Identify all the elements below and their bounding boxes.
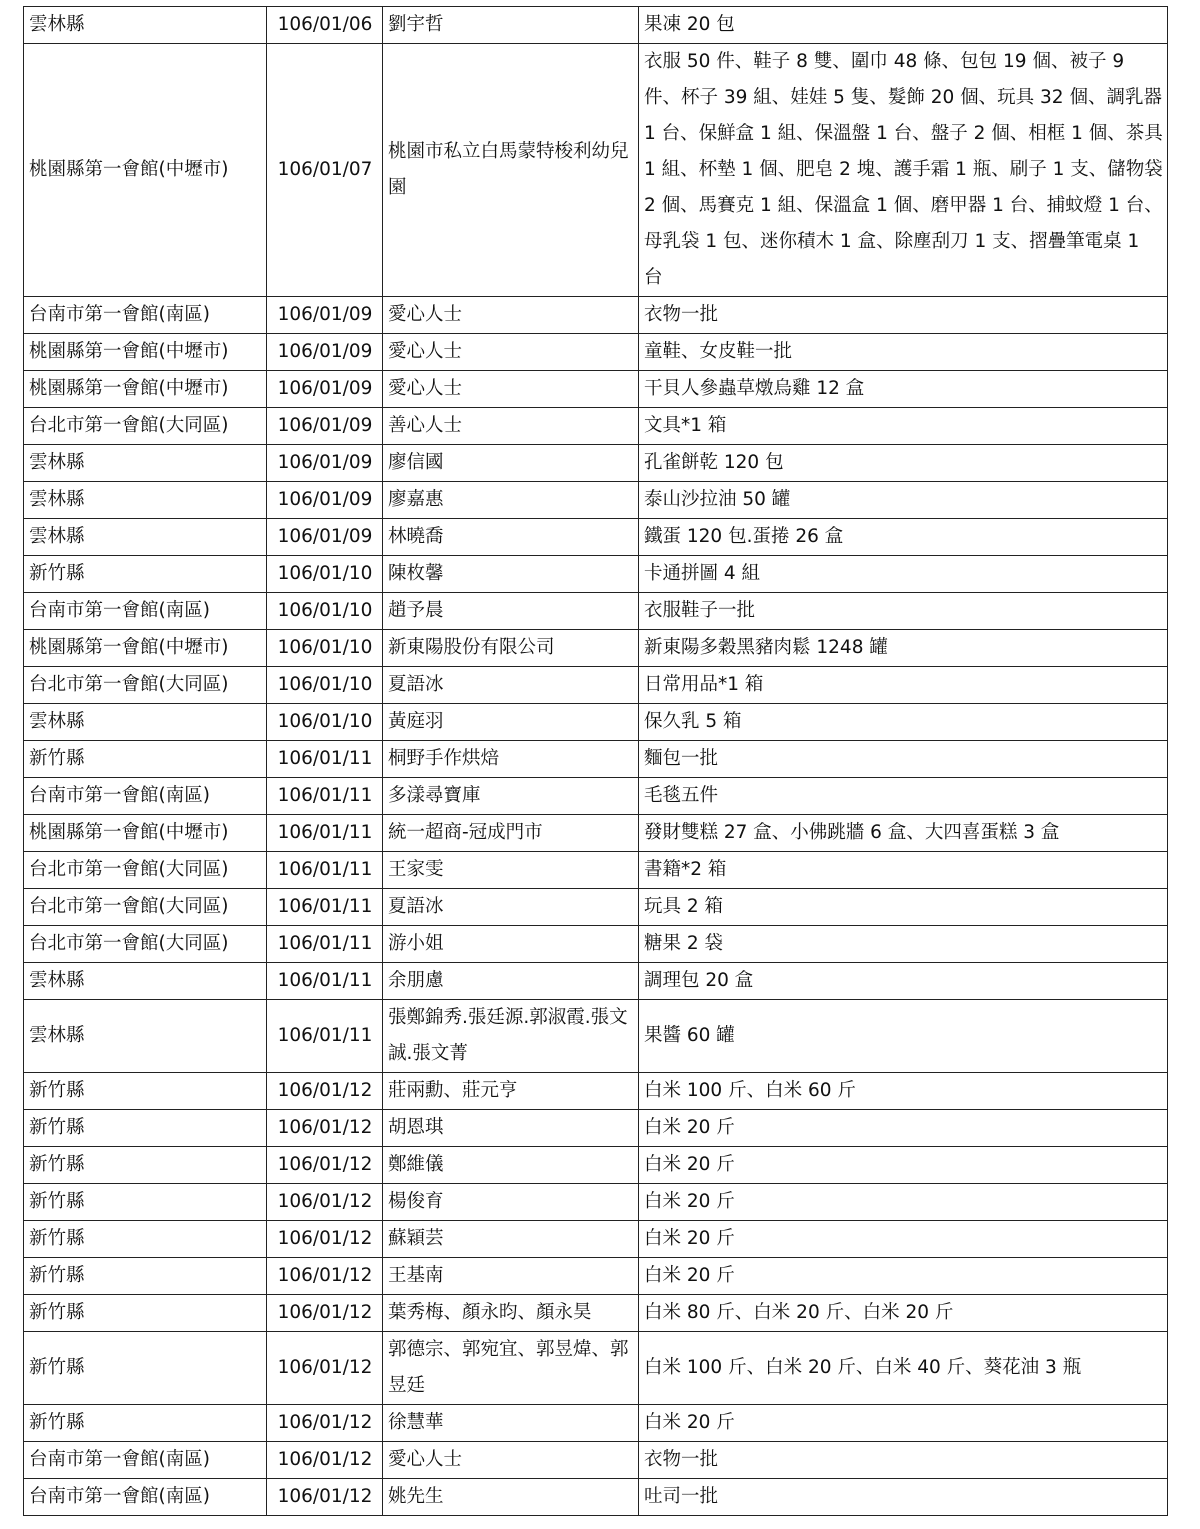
recipient-unit-cell: 台北市第一會館(大同區) [24, 852, 267, 889]
donated-items-cell: 衣服 50 件、鞋子 8 雙、圍巾 48 條、包包 19 個、被子 9 件、杯子 39 組、娃娃 5 隻、髮飾 20 個、玩具 32 個、調乳器 1 台、保鮮盒 1 組、保溫盤 1 台、盤子 2 個、相框 1 個、茶具 1 組、杯墊 1 個、肥皂 2 塊、護手霜 1 瓶、刷子 1 支、儲物袋 2 個、馬賽克 1 組、保溫盒 1 個、磨甲器 1 台、捕蚊燈 1 台、母乳袋 1 包、迷你積木 1 盒、除塵刮刀 1 支、摺疊筆電桌 1 台 [639, 44, 1168, 297]
donation-date-cell: 106/01/09 [267, 482, 383, 519]
recipient-unit-cell: 雲林縣 [24, 963, 267, 1000]
donation-date-cell: 106/01/12 [267, 1221, 383, 1258]
donation-date-cell: 106/01/10 [267, 593, 383, 630]
table-row [24, 1110, 1168, 1147]
recipient-unit-cell: 台南市第一會館(南區) [24, 778, 267, 815]
recipient-unit-cell: 台南市第一會館(南區) [24, 1442, 267, 1479]
recipient-unit-cell: 雲林縣 [24, 519, 267, 556]
donation-date-cell: 106/01/09 [267, 408, 383, 445]
donated-items-cell: 衣服鞋子一批 [639, 593, 1168, 630]
recipient-unit-cell: 桃園縣第一會館(中壢市) [24, 630, 267, 667]
donor-name-cell: 郭德宗、郭宛宜、郭昱煒、郭昱廷 [383, 1332, 639, 1405]
donated-items-cell: 干貝人參蟲草燉烏雞 12 盒 [639, 371, 1168, 408]
donation-date-cell: 106/01/11 [267, 926, 383, 963]
recipient-unit-cell: 台北市第一會館(大同區) [24, 667, 267, 704]
donated-items-cell: 白米 20 斤 [639, 1221, 1168, 1258]
donated-items-cell: 新東陽多穀黑豬肉鬆 1248 罐 [639, 630, 1168, 667]
donation-date-cell: 106/01/11 [267, 778, 383, 815]
donated-items-cell: 吐司一批 [639, 1479, 1168, 1516]
recipient-unit-cell: 桃園縣第一會館(中壢市) [24, 44, 267, 297]
donated-items-cell: 玩具 2 箱 [639, 889, 1168, 926]
donated-items-cell: 白米 20 斤 [639, 1147, 1168, 1184]
donor-name-cell: 統一超商-冠成門市 [383, 815, 639, 852]
donated-items-cell: 衣物一批 [639, 297, 1168, 334]
recipient-unit-cell: 新竹縣 [24, 1258, 267, 1295]
table-row [24, 334, 1168, 371]
donated-items-cell: 童鞋、女皮鞋一批 [639, 334, 1168, 371]
table-row [24, 556, 1168, 593]
donation-date-cell: 106/01/09 [267, 519, 383, 556]
recipient-unit-cell: 新竹縣 [24, 1221, 267, 1258]
donor-name-cell: 廖嘉惠 [383, 482, 639, 519]
donor-name-cell: 余朋慮 [383, 963, 639, 1000]
donor-name-cell: 廖信國 [383, 445, 639, 482]
donor-name-cell: 蘇穎芸 [383, 1221, 639, 1258]
table-row [24, 704, 1168, 741]
donated-items-cell: 糖果 2 袋 [639, 926, 1168, 963]
donated-items-cell: 白米 100 斤、白米 20 斤、白米 40 斤、葵花油 3 瓶 [639, 1332, 1168, 1405]
donor-name-cell: 王基南 [383, 1258, 639, 1295]
recipient-unit-cell: 新竹縣 [24, 1332, 267, 1405]
donor-name-cell: 陳枚馨 [383, 556, 639, 593]
donation-table-body [24, 7, 1168, 1516]
recipient-unit-cell: 新竹縣 [24, 556, 267, 593]
donated-items-cell: 文具*1 箱 [639, 408, 1168, 445]
donor-name-cell: 鄭維儀 [383, 1147, 639, 1184]
donation-date-cell: 106/01/11 [267, 963, 383, 1000]
donor-name-cell: 胡恩琪 [383, 1110, 639, 1147]
table-row [24, 1000, 1168, 1073]
table-row [24, 297, 1168, 334]
donation-date-cell: 106/01/12 [267, 1184, 383, 1221]
donation-date-cell: 106/01/12 [267, 1405, 383, 1442]
donation-date-cell: 106/01/12 [267, 1295, 383, 1332]
donated-items-cell: 果醬 60 罐 [639, 1000, 1168, 1073]
table-row [24, 371, 1168, 408]
donor-name-cell: 劉宇哲 [383, 7, 639, 44]
table-row [24, 482, 1168, 519]
table-row [24, 741, 1168, 778]
recipient-unit-cell: 桃園縣第一會館(中壢市) [24, 371, 267, 408]
recipient-unit-cell: 雲林縣 [24, 482, 267, 519]
table-row [24, 778, 1168, 815]
recipient-unit-cell: 台南市第一會館(南區) [24, 297, 267, 334]
recipient-unit-cell: 桃園縣第一會館(中壢市) [24, 815, 267, 852]
recipient-unit-cell: 台南市第一會館(南區) [24, 1479, 267, 1516]
donated-items-cell: 白米 20 斤 [639, 1184, 1168, 1221]
donation-date-cell: 106/01/10 [267, 556, 383, 593]
donation-date-cell: 106/01/12 [267, 1442, 383, 1479]
donor-name-cell: 愛心人士 [383, 371, 639, 408]
recipient-unit-cell: 雲林縣 [24, 445, 267, 482]
table-row [24, 667, 1168, 704]
recipient-unit-cell: 新竹縣 [24, 1147, 267, 1184]
table-row [24, 1258, 1168, 1295]
recipient-unit-cell: 台北市第一會館(大同區) [24, 926, 267, 963]
donor-name-cell: 愛心人士 [383, 334, 639, 371]
donation-date-cell: 106/01/11 [267, 741, 383, 778]
table-row [24, 1295, 1168, 1332]
donated-items-cell: 白米 20 斤 [639, 1258, 1168, 1295]
donation-date-cell: 106/01/11 [267, 815, 383, 852]
donor-name-cell: 善心人士 [383, 408, 639, 445]
table-row [24, 593, 1168, 630]
table-row [24, 963, 1168, 1000]
table-row [24, 1147, 1168, 1184]
donor-name-cell: 愛心人士 [383, 297, 639, 334]
table-row [24, 1184, 1168, 1221]
table-row [24, 1221, 1168, 1258]
donation-date-cell: 106/01/12 [267, 1332, 383, 1405]
recipient-unit-cell: 雲林縣 [24, 7, 267, 44]
recipient-unit-cell: 雲林縣 [24, 1000, 267, 1073]
table-row [24, 1442, 1168, 1479]
donation-date-cell: 106/01/12 [267, 1258, 383, 1295]
recipient-unit-cell: 雲林縣 [24, 704, 267, 741]
table-row [24, 519, 1168, 556]
donor-name-cell: 游小姐 [383, 926, 639, 963]
donor-name-cell: 楊俊育 [383, 1184, 639, 1221]
table-row [24, 815, 1168, 852]
donor-name-cell: 桃園市私立白馬蒙特梭利幼兒園 [383, 44, 639, 297]
recipient-unit-cell: 新竹縣 [24, 1295, 267, 1332]
recipient-unit-cell: 新竹縣 [24, 1405, 267, 1442]
donation-date-cell: 106/01/10 [267, 667, 383, 704]
donation-date-cell: 106/01/12 [267, 1073, 383, 1110]
donated-items-cell: 孔雀餅乾 120 包 [639, 445, 1168, 482]
donated-items-cell: 泰山沙拉油 50 罐 [639, 482, 1168, 519]
donation-date-cell: 106/01/11 [267, 1000, 383, 1073]
recipient-unit-cell: 台南市第一會館(南區) [24, 593, 267, 630]
recipient-unit-cell: 新竹縣 [24, 1073, 267, 1110]
donation-date-cell: 106/01/12 [267, 1147, 383, 1184]
donation-date-cell: 106/01/09 [267, 371, 383, 408]
table-row [24, 408, 1168, 445]
recipient-unit-cell: 台北市第一會館(大同區) [24, 408, 267, 445]
table-row [24, 1479, 1168, 1516]
donor-name-cell: 桐野手作烘焙 [383, 741, 639, 778]
donated-items-cell: 日常用品*1 箱 [639, 667, 1168, 704]
donor-name-cell: 張鄭錦秀.張廷源.郭淑霞.張文誠.張文菁 [383, 1000, 639, 1073]
donation-date-cell: 106/01/09 [267, 445, 383, 482]
table-row [24, 1332, 1168, 1405]
table-row [24, 1405, 1168, 1442]
donated-items-cell: 書籍*2 箱 [639, 852, 1168, 889]
table-row [24, 44, 1168, 297]
recipient-unit-cell: 新竹縣 [24, 741, 267, 778]
table-row [24, 445, 1168, 482]
table-row [24, 889, 1168, 926]
donor-name-cell: 徐慧華 [383, 1405, 639, 1442]
donated-items-cell: 保久乳 5 箱 [639, 704, 1168, 741]
donation-date-cell: 106/01/11 [267, 852, 383, 889]
donated-items-cell: 鐵蛋 120 包.蛋捲 26 盒 [639, 519, 1168, 556]
donated-items-cell: 白米 20 斤 [639, 1110, 1168, 1147]
donor-name-cell: 夏語冰 [383, 667, 639, 704]
donation-date-cell: 106/01/07 [267, 44, 383, 297]
recipient-unit-cell: 桃園縣第一會館(中壢市) [24, 334, 267, 371]
donation-date-cell: 106/01/09 [267, 297, 383, 334]
donation-date-cell: 106/01/10 [267, 704, 383, 741]
donor-name-cell: 林曉喬 [383, 519, 639, 556]
donor-name-cell: 新東陽股份有限公司 [383, 630, 639, 667]
donated-items-cell: 調理包 20 盒 [639, 963, 1168, 1000]
donated-items-cell: 衣物一批 [639, 1442, 1168, 1479]
recipient-unit-cell: 台北市第一會館(大同區) [24, 889, 267, 926]
donated-items-cell: 發財雙糕 27 盒、小佛跳牆 6 盒、大四喜蛋糕 3 盒 [639, 815, 1168, 852]
donated-items-cell: 麵包一批 [639, 741, 1168, 778]
donation-date-cell: 106/01/09 [267, 334, 383, 371]
donated-items-cell: 果凍 20 包 [639, 7, 1168, 44]
table-row [24, 926, 1168, 963]
donor-name-cell: 姚先生 [383, 1479, 639, 1516]
donor-name-cell: 王家雯 [383, 852, 639, 889]
table-row [24, 630, 1168, 667]
table-row [24, 852, 1168, 889]
recipient-unit-cell: 新竹縣 [24, 1184, 267, 1221]
donor-name-cell: 莊兩勳、莊元亨 [383, 1073, 639, 1110]
table-row [24, 1073, 1168, 1110]
table-row [24, 7, 1168, 44]
donated-items-cell: 白米 80 斤、白米 20 斤、白米 20 斤 [639, 1295, 1168, 1332]
donated-items-cell: 卡通拼圖 4 組 [639, 556, 1168, 593]
donation-date-cell: 106/01/12 [267, 1479, 383, 1516]
donated-items-cell: 白米 20 斤 [639, 1405, 1168, 1442]
donor-name-cell: 多漾尋寶庫 [383, 778, 639, 815]
donor-name-cell: 愛心人士 [383, 1442, 639, 1479]
recipient-unit-cell: 新竹縣 [24, 1110, 267, 1147]
donation-date-cell: 106/01/10 [267, 630, 383, 667]
donated-items-cell: 白米 100 斤、白米 60 斤 [639, 1073, 1168, 1110]
donation-date-cell: 106/01/06 [267, 7, 383, 44]
donor-name-cell: 黃庭羽 [383, 704, 639, 741]
donation-date-cell: 106/01/11 [267, 889, 383, 926]
donor-name-cell: 夏語冰 [383, 889, 639, 926]
donor-name-cell: 趙予晨 [383, 593, 639, 630]
donor-name-cell: 葉秀梅、顏永昀、顏永昊 [383, 1295, 639, 1332]
donation-date-cell: 106/01/12 [267, 1110, 383, 1147]
donated-items-cell: 毛毯五件 [639, 778, 1168, 815]
donation-table [23, 6, 1168, 1516]
